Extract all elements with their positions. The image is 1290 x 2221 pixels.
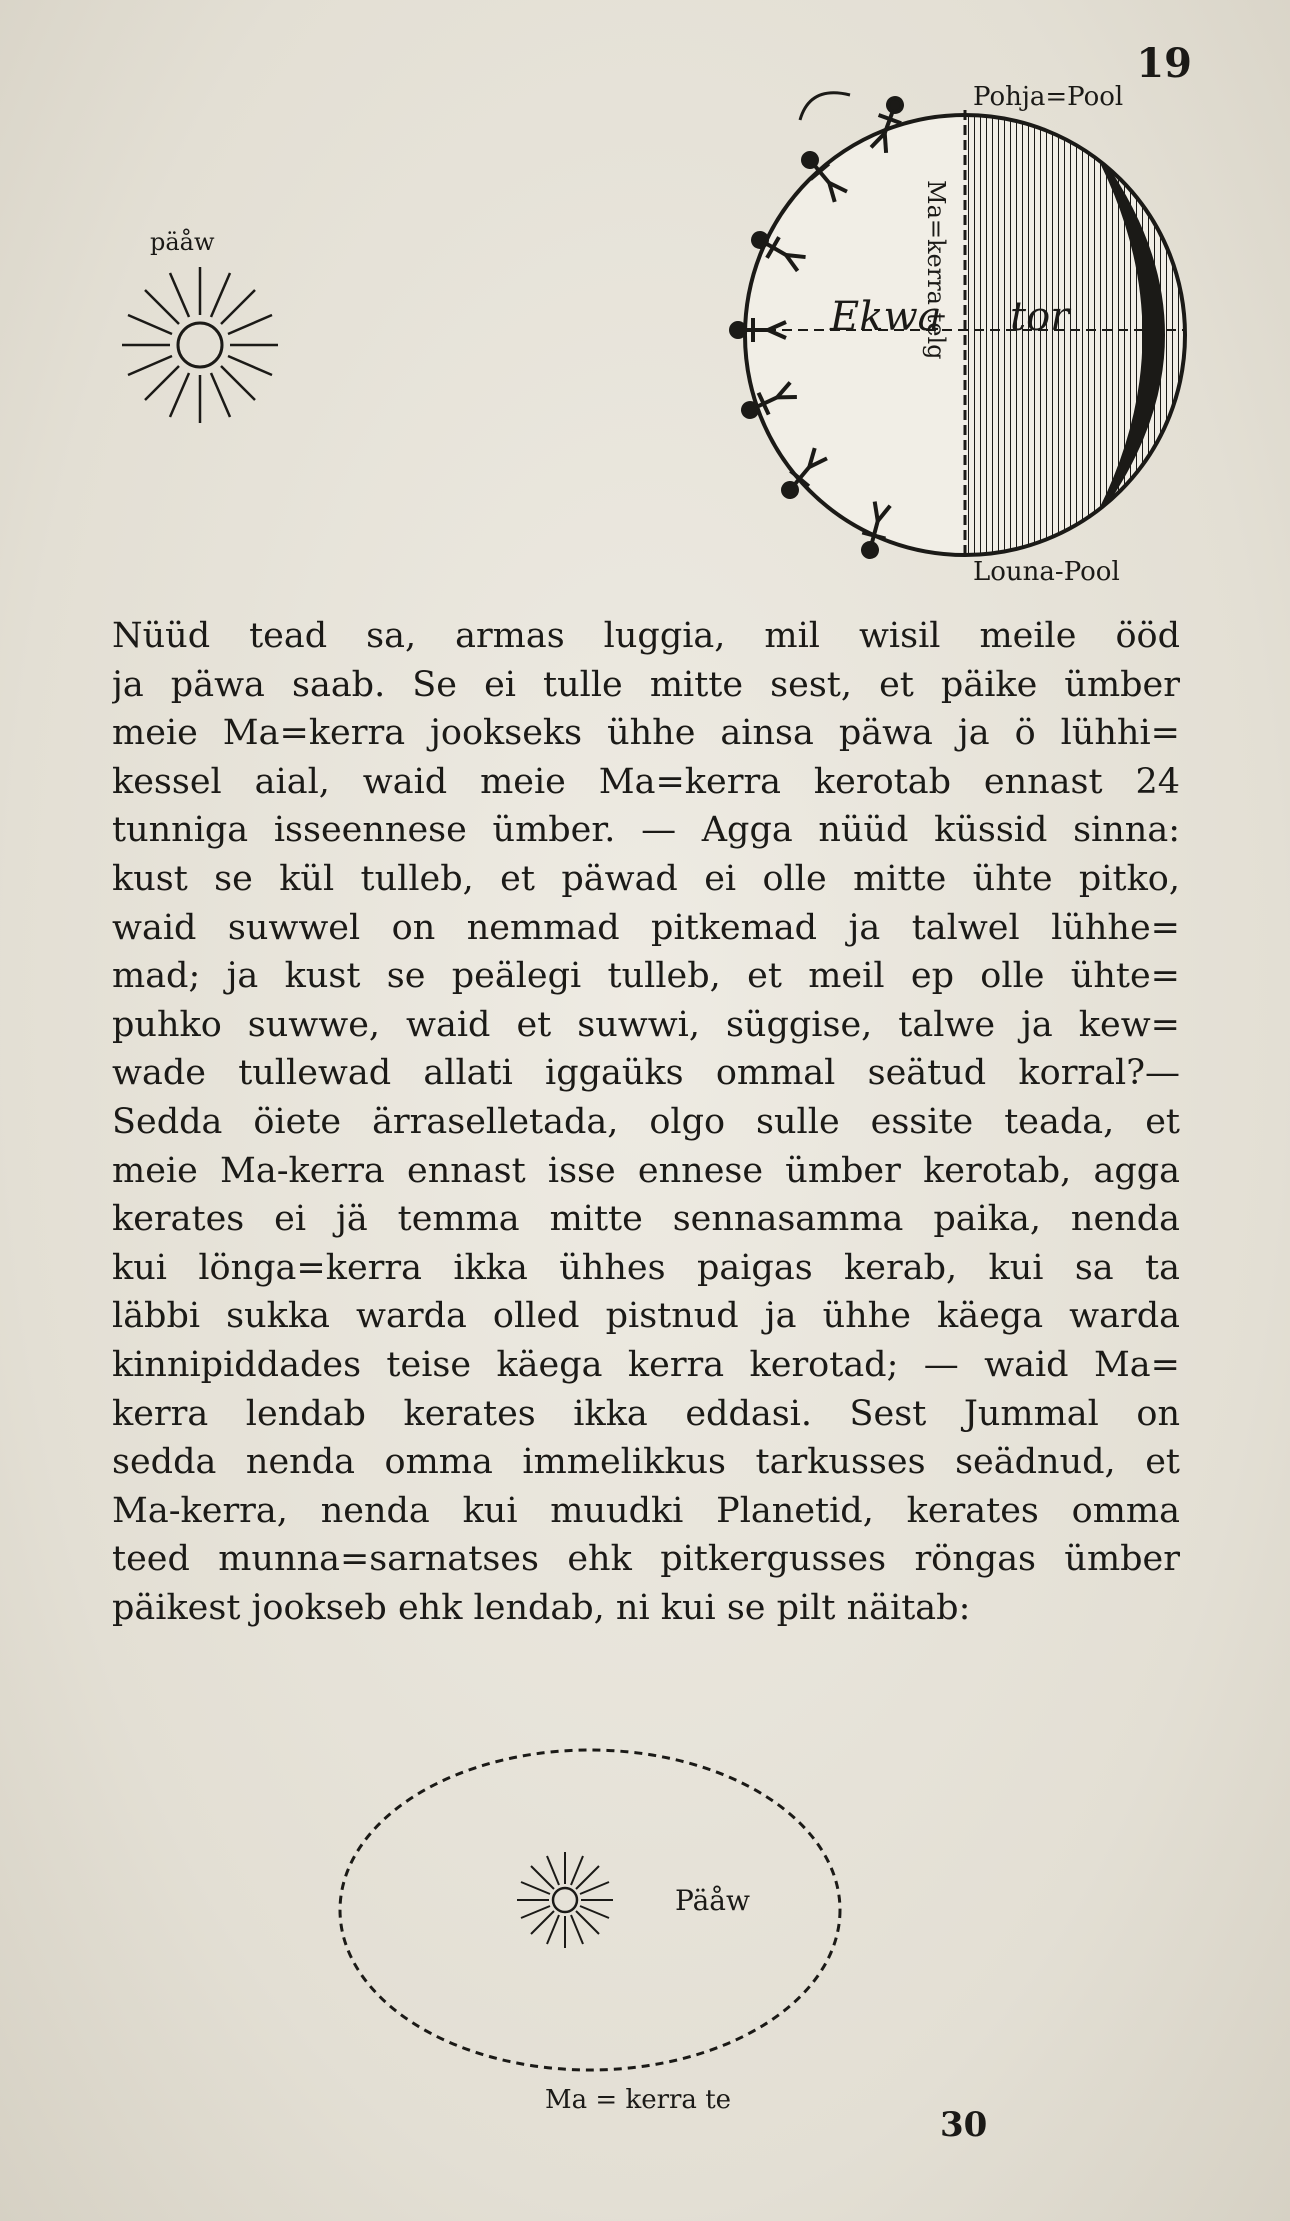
text-line: waid suwwel on nemmad pitkemad ja talwel lühhe= <box>112 907 1180 948</box>
text-line: Ma-kerra, nenda kui muudki Planetid, kerates omma <box>112 1490 1180 1531</box>
text-line: kui lönga=kerra ikka ühhes paigas kerab, kui sa ta <box>112 1247 1180 1288</box>
text-line: kessel aial, waid meie Ma=kerra kerotab ennast 24 <box>112 761 1180 802</box>
text-line: Sedda öiete ärraselletada, olgo sulle essite teada, et <box>112 1101 1180 1142</box>
text-line: tunniga isseennese ümber. — Agga nüüd küssid sinna: <box>112 810 1180 851</box>
text-line: kerates ei jä temma mitte sennasamma paika, nenda <box>112 1199 1180 1240</box>
orbit-diagram <box>300 1700 1000 2120</box>
text-line: puhko suwwe, waid et suwwi, süggise, talwe ja kew= <box>112 1004 1180 1045</box>
text-line: meie Ma=kerra jookseks ühhe ainsa päwa ja ö lühhi= <box>112 713 1180 754</box>
earth-sun-diagram <box>110 80 1210 620</box>
text-line: wade tullewad allati iggaüks ommal seätud korral?— <box>112 1053 1180 1094</box>
text-line: kust se kül tulleb, et päwad ei olle mitte ühte pitko, <box>112 858 1180 899</box>
body-text <box>112 612 1180 1632</box>
text-line: kinnipiddades teise käega kerra kerotad; — waid Ma= <box>112 1344 1180 1385</box>
sun-icon <box>517 1852 613 1948</box>
rotation-arrow-icon <box>800 93 850 120</box>
south-pole-label: Louna-Pool <box>973 557 1120 587</box>
text-line: Nüüd tead sa, armas luggia, mil wisil meile ööd <box>112 616 1180 656</box>
orbit-sun-label: Päåw <box>675 1884 750 1917</box>
text-line: läbbi sukka warda olled pistnud ja ühhe käega warda <box>112 1296 1180 1337</box>
text-line: päikest jookseb ehk lendab, ni kui se pilt näitab: <box>112 1587 971 1628</box>
equator-label-right: tor <box>1010 294 1070 340</box>
text-line: meie Ma-kerra ennast isse ennese ümber kerotab, agga <box>112 1150 1180 1191</box>
orbit-caption: Ma = kerra te <box>545 2085 732 2115</box>
sun-label: päåw <box>150 228 215 256</box>
sun-icon <box>122 267 278 423</box>
north-pole-label: Pohja=Pool <box>973 82 1124 112</box>
text-line: teed munna=sarnatses ehk pitkergusses röngas ümber <box>112 1539 1180 1580</box>
equator-label-left: Ekwa <box>830 294 942 340</box>
page-number: 19 <box>1136 40 1192 87</box>
axis-label: Ma=kerra telg <box>922 180 950 360</box>
earth-day-night-illustration <box>110 80 1210 620</box>
orbit-illustration <box>300 1700 1000 2120</box>
text-line: ja päwa saab. Se ei tulle mitte sest, et päike ümber <box>112 664 1180 705</box>
text-line: mad; ja kust se peälegi tulleb, et meil ep olle ühte= <box>112 956 1180 997</box>
text-line: sedda nenda omma immelikkus tarkusses seädnud, et <box>112 1442 1180 1483</box>
signature-number: 30 <box>940 2105 988 2145</box>
text-line: kerra lendab kerates ikka eddasi. Sest Jummal on <box>112 1393 1180 1434</box>
